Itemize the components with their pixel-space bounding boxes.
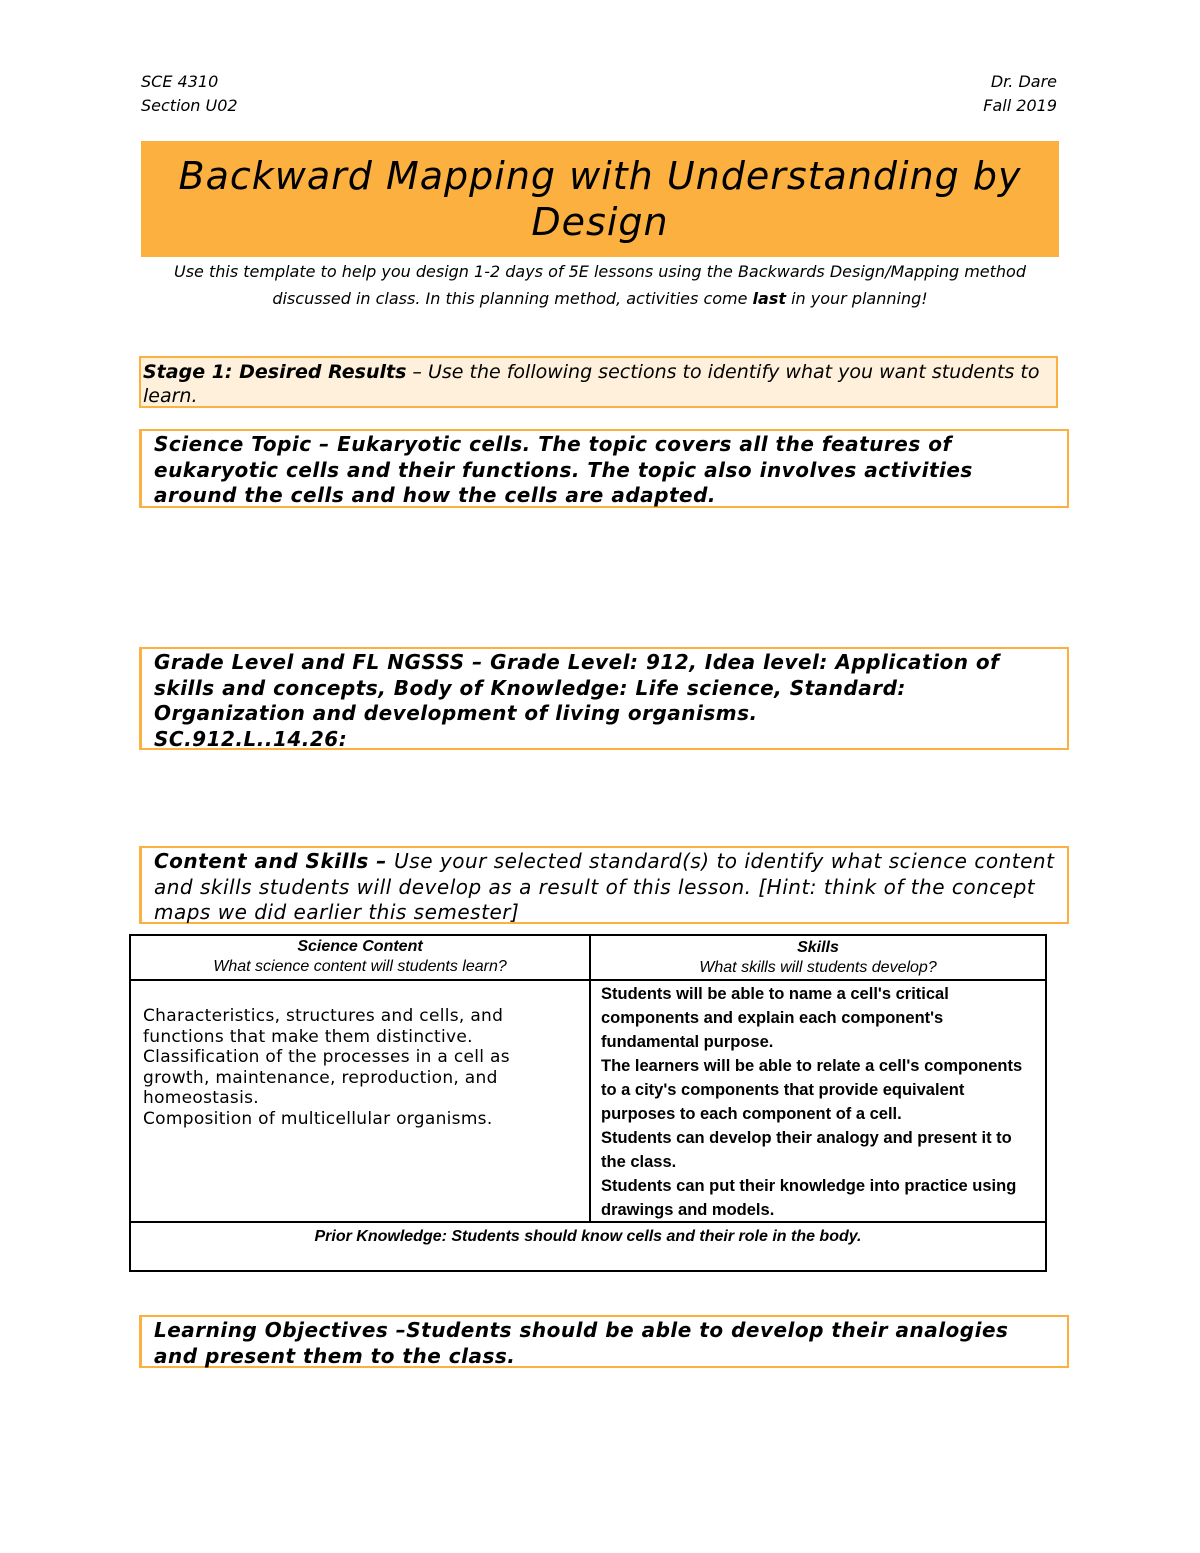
course-section: Section U02 (141, 96, 238, 115)
intro-paragraph (141, 258, 1059, 312)
intro-text-1: Use this template to help you design 1-2 days of 5E lessons using the Backwards Design/Mapping method discussed in class. In this planning method, activities come (173, 262, 1026, 308)
column-title-skills: Skills (797, 939, 839, 956)
learning-objectives-text: Learning Objectives –Students should be able to develop their analogies and present them to the class. (154, 1318, 1009, 1368)
column-header-skills (591, 936, 1045, 981)
stage1-box (139, 356, 1058, 408)
intro-emphasis: last (752, 289, 786, 308)
column-subtitle-skills: What skills will students develop? (699, 959, 937, 976)
stage1-label: Stage 1: Desired Results (143, 361, 407, 383)
grade-level-text: Grade Level and FL NGSSS – Grade Level: 912, Idea level: Application of skills and concepts, Body of Knowledge: Life science, Standard: Organization and development of living organisms. (154, 650, 1000, 725)
content-item: Characteristics, structures and cells, and functions that make them distinctive. (143, 1006, 504, 1047)
term: Fall 2019 (983, 96, 1057, 115)
skill-item: The learners will be able to relate a cell's components to a city's components that provide equivalent purposes to each component of a cell. (601, 1057, 1023, 1123)
content-item: Classification of the processes in a cell as growth, maintenance, reproduction, and homeostasis. (143, 1047, 510, 1108)
intro-text-2: in your planning! (786, 289, 928, 308)
prior-knowledge: Prior Knowledge: Students should know cells and their role in the body. (314, 1228, 862, 1245)
skill-item: Students will be able to name a cell's critical components and explain each component's fundamental purpose. (601, 985, 949, 1051)
skill-item: Students can put their knowledge into practice using drawings and models. (601, 1177, 1017, 1219)
science-topic-text: Eukaryotic cells. The topic covers all the features of eukaryotic cells and their functions. The topic also involves activities around the cells and how the cells are adapted. (154, 432, 973, 507)
content-skills-table (129, 934, 1047, 1272)
skill-item: Students can develop their analogy and present it to the class. (601, 1129, 1012, 1171)
stage1-description: – Use the following sections to identify what you want students to learn. (143, 361, 1040, 407)
title-banner (141, 141, 1059, 257)
column-title-science-content: Science Content (297, 938, 423, 955)
science-topic-box (139, 429, 1069, 508)
course-code: SCE 4310 (141, 72, 219, 91)
science-content-cell (143, 1006, 573, 1129)
content-skills-text: Use your selected standard(s) to identify what science content and skills students will develop as a result of this lesson. [Hint: think of the concept maps we did earlier this semester] (154, 849, 1055, 924)
header-left (141, 70, 238, 118)
column-subtitle-science-content: What science content will students learn? (213, 958, 507, 975)
content-item: Composition of multicellular organisms. (143, 1108, 493, 1129)
skills-cell (601, 982, 1041, 1222)
content-skills-box (139, 846, 1069, 924)
standard-code: SC.912.L..14.26: (154, 726, 348, 751)
column-header-science-content (131, 936, 589, 980)
science-topic-label: Science Topic – (154, 432, 338, 456)
content-skills-label: Content and Skills – (154, 849, 395, 873)
grade-level-box (139, 647, 1069, 750)
page-title: Backward Mapping with Understanding by Design (178, 154, 1022, 244)
learning-objectives-box (139, 1315, 1069, 1368)
instructor-name: Dr. Dare (990, 72, 1057, 91)
header-right (983, 70, 1057, 118)
